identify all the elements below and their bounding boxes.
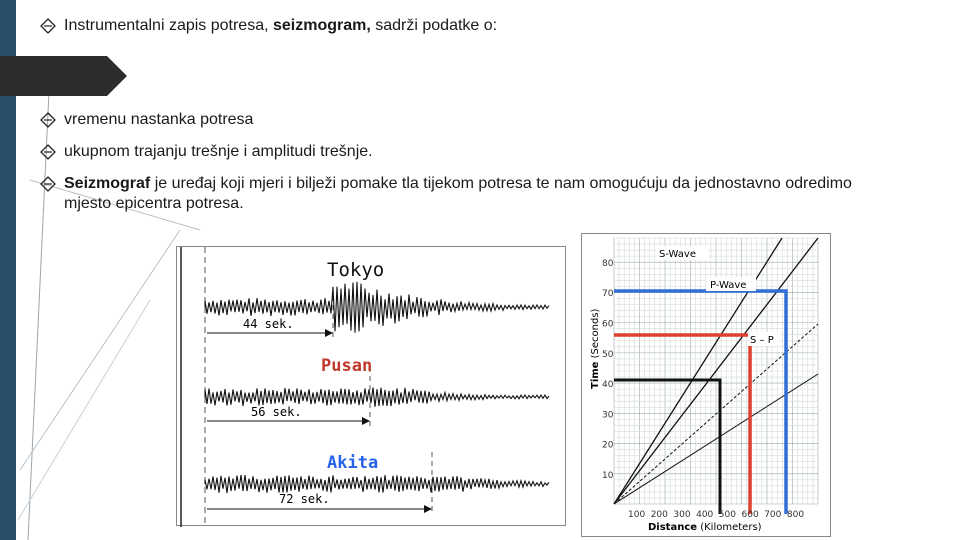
y-tick-label: 80	[602, 258, 614, 269]
y-tick-label: 30	[602, 410, 614, 421]
tokyo-time-label: 44 sek.	[243, 317, 294, 331]
y-tick-label: 50	[602, 349, 614, 360]
x-tick-label: 800	[786, 510, 805, 520]
akita-trace	[205, 475, 549, 493]
station-name-tokyo: Tokyo	[327, 259, 385, 281]
x-tick-labels	[628, 510, 804, 520]
y-tick-label: 20	[602, 440, 614, 451]
bullet-3-text: ukupnom trajanju trešnje i amplitudi trešnje.	[64, 143, 373, 160]
station-name-akita: Akita	[327, 453, 379, 473]
bullet-1-text-b: sadrži podatke o:	[370, 17, 498, 34]
y-axis-label: Time (Seconds)	[590, 308, 601, 389]
x-tick-label: 600	[741, 510, 759, 520]
y-tick-label: 40	[602, 380, 614, 391]
pusan-time-label: 56 sek.	[251, 405, 302, 419]
y-tick-label: 10	[602, 471, 614, 481]
akita-arrow	[207, 505, 432, 513]
seismogram-drawing	[177, 247, 567, 527]
diamond-bullet-icon	[40, 18, 56, 34]
x-axis-label: Distance (Kilometers)	[648, 522, 762, 533]
seismogram-image	[176, 246, 566, 526]
bullet-1-text-bold: seizmogram,	[273, 17, 371, 34]
diamond-bullet-icon	[40, 112, 56, 128]
bullet-2	[40, 110, 920, 130]
bullet-1	[40, 16, 920, 36]
s-wave-label: S-Wave	[659, 249, 696, 260]
s-p-label: S – P	[750, 335, 774, 346]
bullet-2-text: vremenu nastanka potresa	[64, 111, 254, 128]
x-tick-label: 700	[764, 510, 782, 520]
station-name-pusan: Pusan	[321, 356, 373, 376]
pusan-trace	[205, 388, 549, 407]
diamond-bullet-icon	[40, 176, 56, 192]
bullet-1-text-a: Instrumentalni zapis potresa,	[64, 17, 273, 34]
x-tick-label: 500	[718, 510, 736, 520]
y-tick-label: 70	[602, 289, 614, 300]
y-tick-label: 60	[602, 319, 614, 330]
decorative-tab	[0, 56, 127, 96]
bullet-4-text: je uređaj koji mjeri i bilježi pomake tla tijekom potresa te nam omogućuju da jednostavno odredimo mjesto epicentra potresa.	[64, 175, 852, 212]
y-tick-labels	[602, 259, 614, 481]
diamond-bullet-icon	[40, 144, 56, 160]
bullet-4-text-bold: Seizmograf	[64, 175, 151, 192]
x-tick-label: 400	[696, 510, 714, 520]
akita-time-label: 72 sek.	[279, 492, 330, 506]
p-wave-label: P-Wave	[710, 280, 747, 291]
x-tick-label: 200	[650, 510, 668, 520]
travel-time-graph	[581, 233, 831, 537]
bullet-3	[40, 142, 920, 162]
travel-time-drawing	[582, 234, 832, 538]
x-tick-label: 300	[673, 510, 691, 520]
bullet-4	[40, 174, 890, 214]
x-tick-label: 100	[628, 510, 646, 520]
